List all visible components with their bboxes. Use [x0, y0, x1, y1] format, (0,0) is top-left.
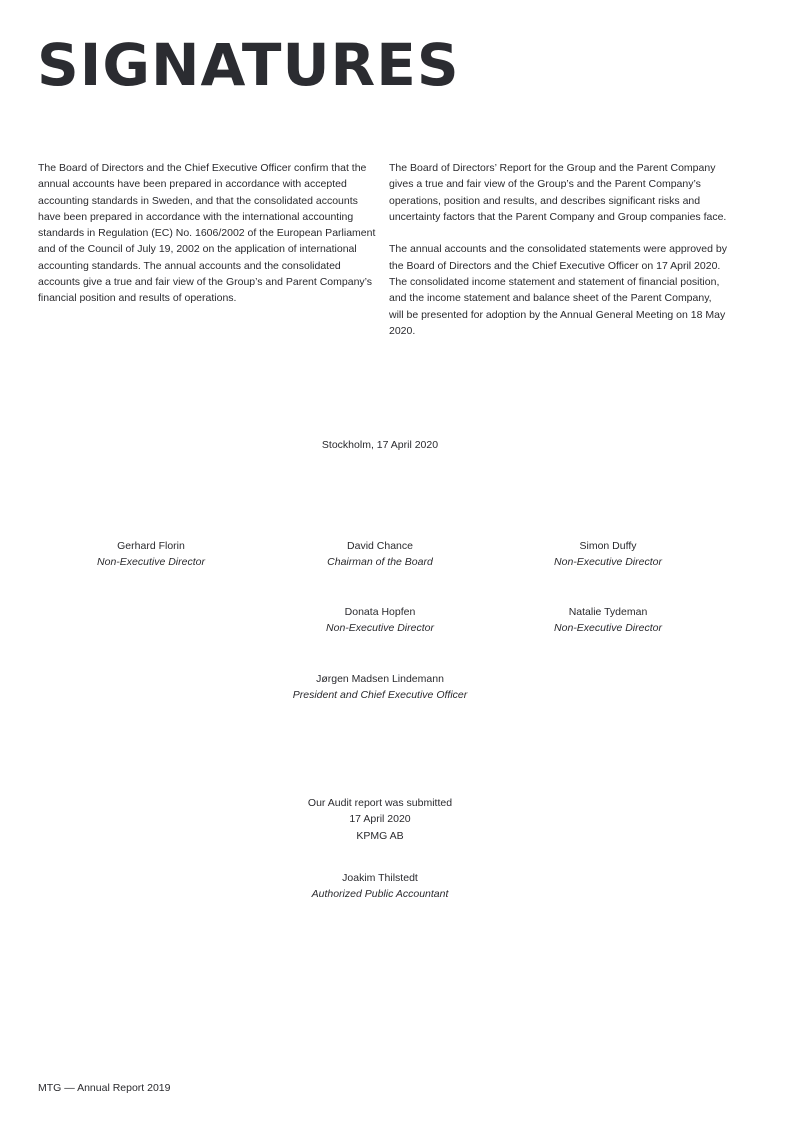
signature-block: [260, 671, 500, 704]
approval-paragraph: The annual accounts and the consolidated statements were approved by the Board of Directors and the Chief Executive Officer on 17 April 2020. The consolidated income statement and statement of financial position, and the income statement and balance sheet of the Parent Company, will be presented for adoption by the Annual General Meeting on 18 May 2020.: [389, 243, 727, 337]
left-column: [38, 160, 376, 323]
board-report-paragraph: The Board of Directors’ Report for the Group and the Parent Company gives a true and fair view of the Group’s and the Parent Company’s operations, position and results, and describes significant risks and uncertainty factors that the Parent Company and Group companies face.: [389, 162, 727, 223]
auditor-signature: [260, 870, 500, 903]
signatory-role: Non-Executive Director: [326, 622, 434, 635]
page-title: SIGNATURES: [37, 31, 460, 99]
signature-block: [260, 604, 500, 637]
signatory-name: Gerhard Florin: [117, 540, 185, 552]
confirmation-paragraph: The Board of Directors and the Chief Executive Officer confirm that the annual accounts have been prepared in accordance with accepted accounting standards in Sweden, and that the consolidated accounts have been prepared in accordance with the international accounting standards in Regulation (EC) No. 1606/2002 of the European Parliament and of the Council of July 19, 2002 on the application of international accounting standards. The annual accounts and the consolidated accounts give a true and fair view of the Group’s and Parent Company’s financial position and results of operations.: [38, 162, 376, 305]
signatory-name: Donata Hopfen: [344, 606, 416, 618]
audit-firm: KPMG AB: [356, 829, 404, 842]
signatory-role: Chairman of the Board: [327, 556, 433, 569]
signatory-role: Non-Executive Director: [97, 556, 205, 569]
signature-block: [260, 538, 500, 571]
signatory-name: David Chance: [347, 540, 413, 552]
signatory-role: Non-Executive Director: [554, 556, 662, 569]
signatory-role: President and Chief Executive Officer: [292, 689, 468, 702]
signature-block: [488, 538, 728, 571]
signature-block: [31, 538, 271, 571]
signatory-name: Jørgen Madsen Lindemann: [316, 673, 444, 685]
page-footer: MTG — Annual Report 2019: [38, 1082, 171, 1094]
signatory-name: Simon Duffy: [579, 540, 637, 552]
audit-statement: [260, 795, 500, 844]
auditor-role: Authorized Public Accountant: [311, 888, 449, 901]
signatory-role: Non-Executive Director: [554, 622, 662, 635]
signature-block: [488, 604, 728, 637]
audit-date: 17 April 2020: [349, 813, 411, 826]
audit-line: Our Audit report was submitted: [307, 797, 453, 809]
auditor-name: Joakim Thilstedt: [342, 872, 418, 884]
place-date: Stockholm, 17 April 2020: [321, 439, 439, 451]
signatory-name: Natalie Tydeman: [568, 606, 648, 618]
right-column: [389, 160, 727, 356]
